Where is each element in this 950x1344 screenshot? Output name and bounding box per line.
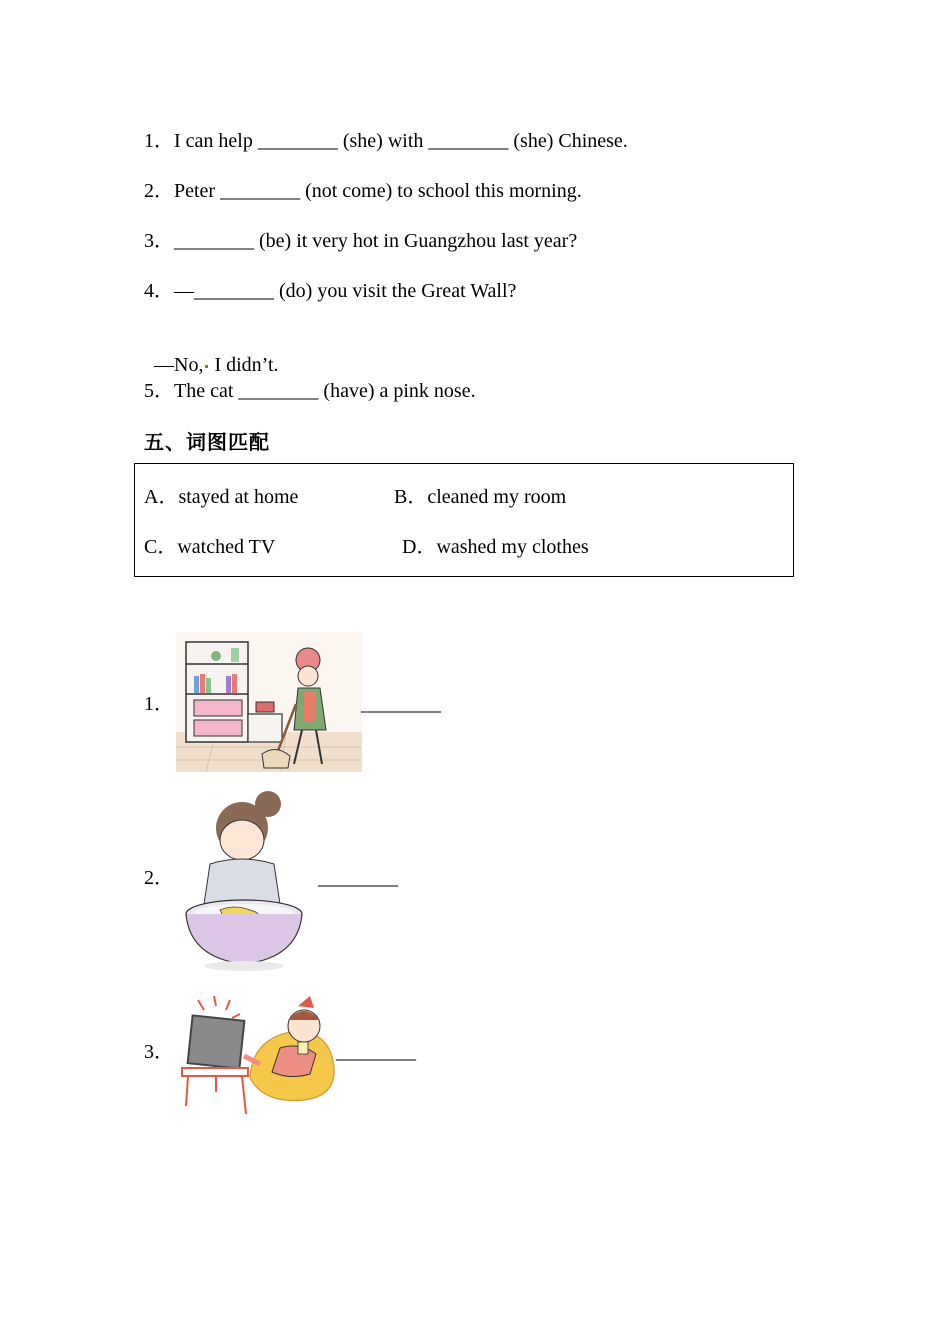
item-3-blank[interactable]: ________: [336, 1041, 416, 1063]
cleaning-room-illustration: [176, 632, 362, 772]
answer-suffix: I didn’t.: [214, 354, 279, 376]
section-heading: 五、词图匹配: [144, 430, 270, 454]
question-1: 1．I can help ________ (she) with ________ (she) Chinese.: [144, 130, 628, 152]
answer-prefix: —No,: [154, 354, 204, 376]
item-2-number: 2．: [144, 867, 174, 889]
option-a: A．stayed at home: [144, 486, 299, 508]
washing-clothes-illustration: [184, 786, 314, 972]
stray-mark: [205, 365, 208, 368]
option-d: D．washed my clothes: [402, 536, 589, 558]
item-2-blank[interactable]: ________: [318, 867, 398, 889]
item-3-number: 3．: [144, 1041, 174, 1063]
item-1-blank[interactable]: ________: [361, 693, 441, 715]
question-5: 5．The cat ________ (have) a pink nose.: [144, 380, 476, 402]
option-c: C．watched TV: [144, 536, 276, 558]
question-4: 4．—________ (do) you visit the Great Wall?: [144, 280, 517, 302]
item-1-number: 1．: [144, 693, 174, 715]
question-4-answer: [144, 329, 279, 377]
question-3: 3．________ (be) it very hot in Guangzhou last year?: [144, 230, 578, 252]
options-box: [134, 463, 794, 577]
watching-tv-illustration: [180, 988, 336, 1116]
question-2: 2．Peter ________ (not come) to school this morning.: [144, 180, 582, 202]
option-b: B．cleaned my room: [394, 486, 567, 508]
